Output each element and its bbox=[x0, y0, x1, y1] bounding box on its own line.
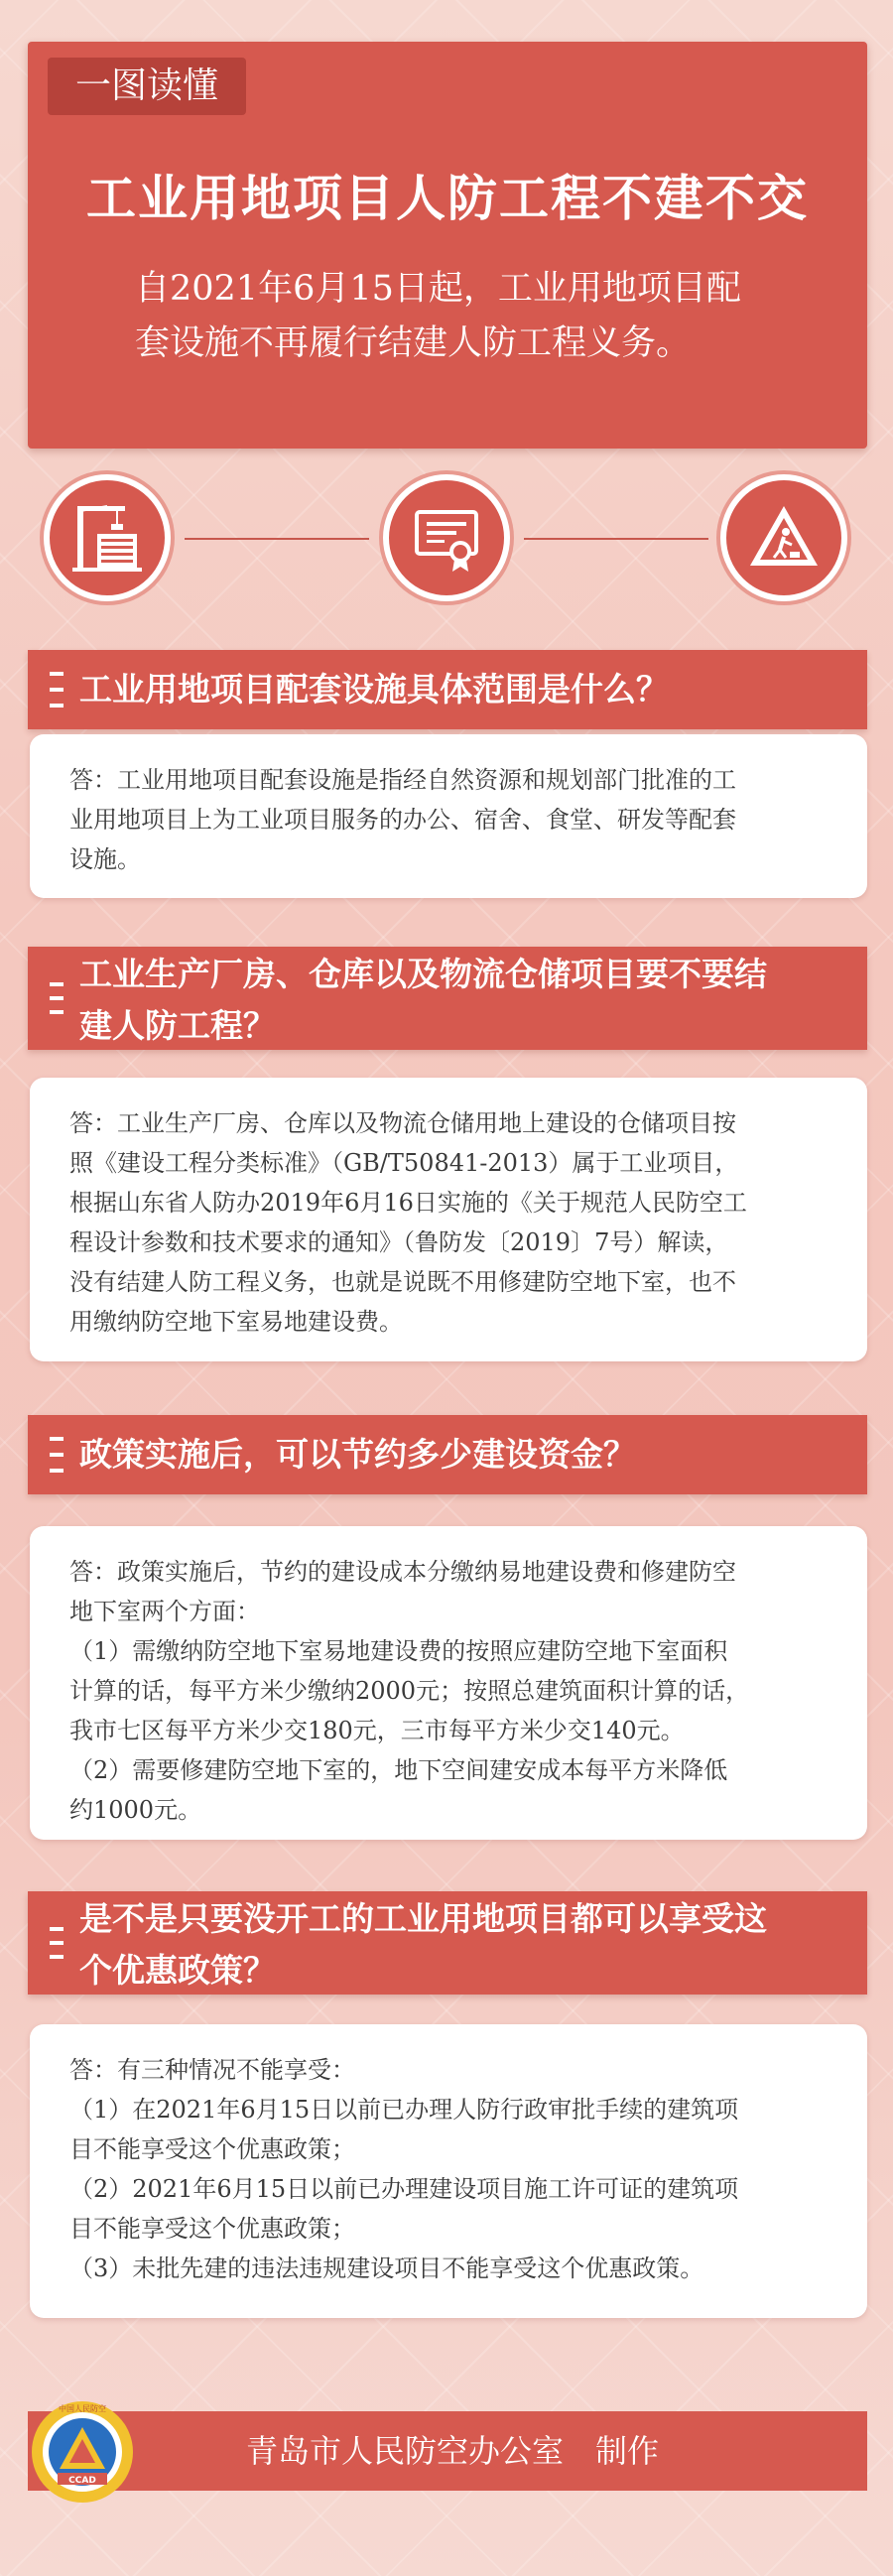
question-line: 是不是只要没开工的工业用地项目都可以享受这 bbox=[79, 1899, 767, 1938]
logo-arc-text: 中国人民防空 bbox=[59, 2404, 106, 2413]
answer-line: （1）需缴纳防空地下室易地建设费的按照应建防空地下室面积 bbox=[69, 1637, 728, 1665]
decoration-dash bbox=[50, 996, 64, 1000]
warning-sign-icon bbox=[720, 474, 847, 601]
answer-line: 目不能享受这个优惠政策； bbox=[69, 2215, 355, 2243]
answer-line: 业用地项目上为工业项目服务的办公、宿舍、食堂、研发等配套 bbox=[69, 806, 736, 834]
icon-row bbox=[0, 474, 893, 613]
decoration-dash bbox=[50, 704, 64, 708]
header-description bbox=[135, 262, 790, 371]
civil-air-defense-logo-icon bbox=[30, 2399, 135, 2505]
decoration-dash bbox=[50, 1955, 64, 1959]
question-bar bbox=[28, 1891, 867, 1995]
answer-line: 根据山东省人防办2019年6月16日实施的《关于规范人民防空工 bbox=[69, 1189, 747, 1217]
answer-line: 计算的话，每平方米少缴纳2000元；按照总建筑面积计算的话， bbox=[69, 1677, 750, 1705]
answer-card bbox=[30, 1078, 867, 1361]
question-text bbox=[79, 1429, 849, 1481]
decoration-dash bbox=[50, 1437, 64, 1441]
header-desc-line: 自2021年6月15日起，工业用地项目配 bbox=[135, 269, 741, 309]
header-badge: 一图读懂 bbox=[48, 58, 246, 115]
decoration-dash bbox=[50, 1010, 64, 1014]
answer-line: 程设计参数和技术要求的通知》（鲁防发〔2019〕7号）解读， bbox=[69, 1228, 729, 1256]
answer-line: 约1000元。 bbox=[69, 1796, 202, 1824]
answer-line: （2）2021年6月15日以前已办理建设项目施工许可证的建筑项 bbox=[69, 2175, 739, 2203]
answer-line: 答：工业用地项目配套设施是指经自然资源和规划部门批准的工 bbox=[69, 766, 736, 794]
answer-line: 地下室两个方面： bbox=[69, 1598, 260, 1625]
answer-text bbox=[69, 2050, 831, 2288]
answer-line: 用缴纳防空地下室易地建设费。 bbox=[69, 1308, 403, 1336]
decoration-dash bbox=[50, 982, 64, 986]
question-bar bbox=[28, 947, 867, 1050]
building-crane-icon bbox=[44, 474, 171, 601]
logo-abbreviation: CCAD bbox=[68, 2476, 96, 2486]
divider-line bbox=[185, 538, 369, 540]
answer-line: 我市七区每平方米少交180元，三市每平方米少交140元。 bbox=[69, 1717, 685, 1744]
page-title: 工业用地项目人防工程不建不交 bbox=[86, 169, 809, 227]
answer-line: （3）未批先建的违法违规建设项目不能享受这个优惠政策。 bbox=[69, 2254, 704, 2282]
answer-line: 答：工业生产厂房、仓库以及物流仓储用地上建设的仓储项目按 bbox=[69, 1109, 736, 1137]
answer-line: （2）需要修建防空地下室的，地下空间建安成本每平方米降低 bbox=[69, 1756, 728, 1784]
answer-card bbox=[30, 2024, 867, 2318]
answer-line: 答：政策实施后，节约的建设成本分缴纳易地建设费和修建防空 bbox=[69, 1558, 736, 1586]
question-line: 个优惠政策？ bbox=[79, 1951, 276, 1990]
question-text bbox=[79, 949, 849, 1052]
question-line: 政策实施后，可以节约多少建设资金？ bbox=[79, 1435, 636, 1474]
answer-line: 目不能享受这个优惠政策； bbox=[69, 2135, 355, 2163]
decoration-dash bbox=[50, 688, 64, 692]
question-line: 工业生产厂房、仓库以及物流仓储项目要不要结 bbox=[79, 955, 767, 993]
divider-line bbox=[524, 538, 708, 540]
footer-credit: 青岛市人民防空办公室 制作 bbox=[246, 2432, 660, 2470]
header-panel bbox=[28, 42, 867, 449]
footer-bar bbox=[28, 2411, 867, 2491]
question-line: 工业用地项目配套设施具体范围是什么？ bbox=[79, 670, 669, 708]
answer-line: 设施。 bbox=[69, 845, 141, 873]
answer-line: 答：有三种情况不能享受： bbox=[69, 2056, 355, 2084]
question-bar bbox=[28, 650, 867, 729]
certificate-icon bbox=[383, 474, 510, 601]
header-desc-line: 套设施不再履行结建人防工程义务。 bbox=[135, 323, 692, 363]
decoration-dash bbox=[50, 1453, 64, 1457]
decoration-dash bbox=[50, 1927, 64, 1931]
answer-card bbox=[30, 734, 867, 898]
question-line: 建人防工程？ bbox=[79, 1006, 276, 1045]
question-text bbox=[79, 664, 849, 715]
answer-text bbox=[69, 1552, 831, 1830]
decoration-dash bbox=[50, 1941, 64, 1945]
decoration-dash bbox=[50, 1469, 64, 1473]
answer-line: （1）在2021年6月15日以前已办理人防行政审批手续的建筑项 bbox=[69, 2096, 739, 2124]
answer-text bbox=[69, 1103, 831, 1342]
decoration-dash bbox=[50, 672, 64, 676]
answer-line: 没有结建人防工程义务，也就是说既不用修建防空地下室，也不 bbox=[69, 1268, 736, 1296]
question-bar bbox=[28, 1415, 867, 1494]
answer-line: 照《建设工程分类标准》（GB/T50841-2013）属于工业项目， bbox=[69, 1149, 739, 1177]
answer-text bbox=[69, 760, 831, 879]
question-text bbox=[79, 1893, 849, 1996]
answer-card bbox=[30, 1526, 867, 1840]
